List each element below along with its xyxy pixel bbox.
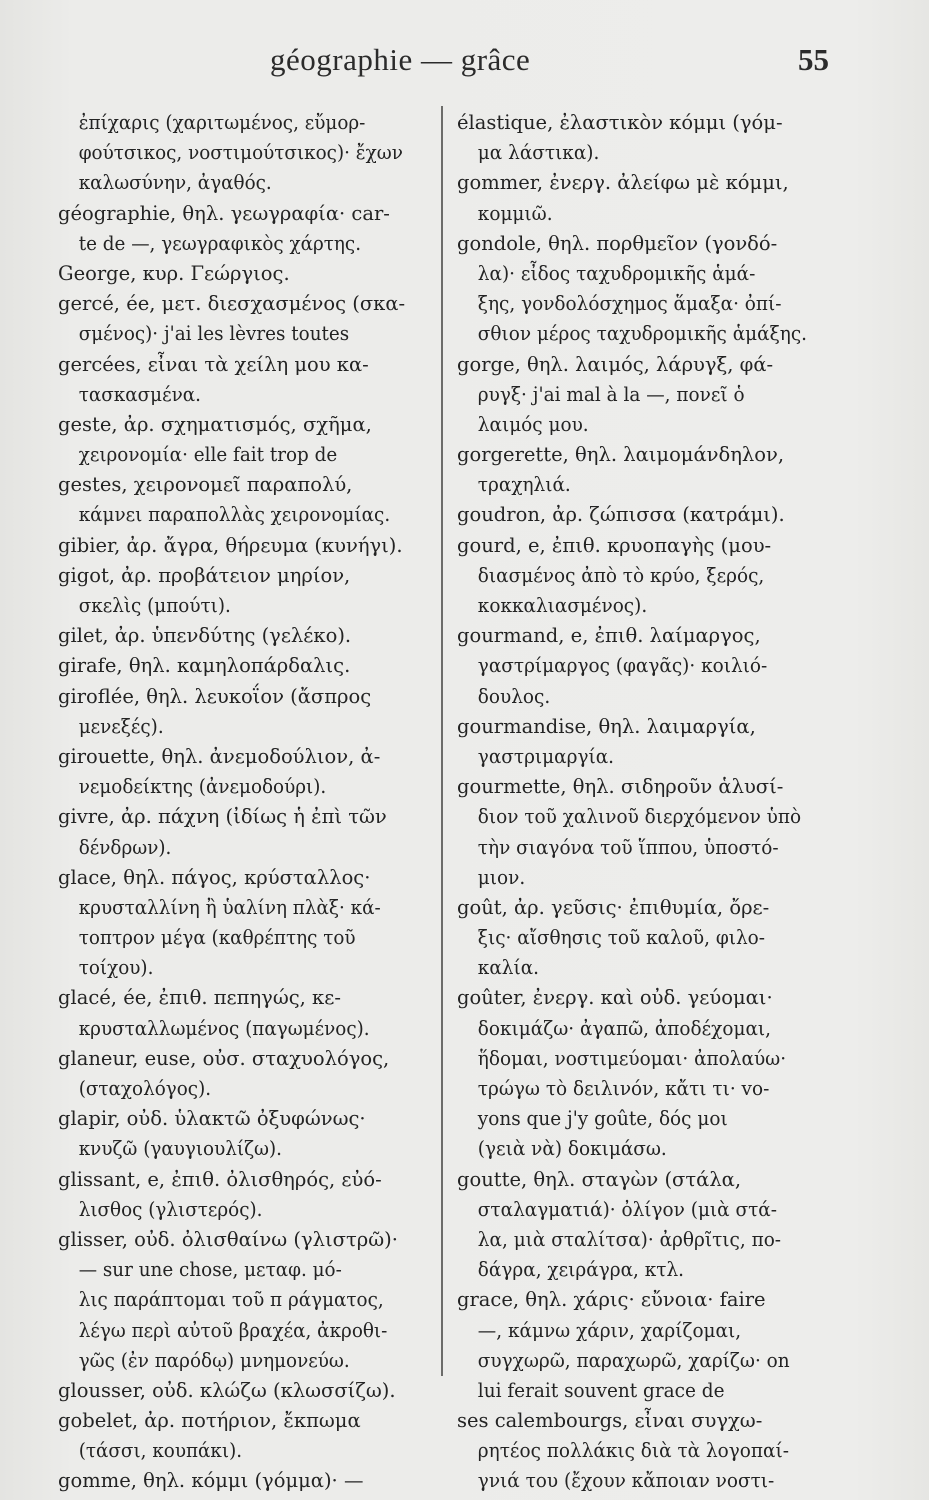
dictionary-line: κομμιῶ. [477,201,553,225]
dictionary-line: gibier, ἀρ. ἄγρα, θήρευμα (κυνήγι). [58,533,403,557]
dictionary-line: σταλαγματιά)· ὀλίγον (μιὰ στά- [477,1197,777,1221]
dictionary-line: gommer, ἐνεργ. ἀλείφω μὲ κόμμι, [457,171,789,195]
page-number: 55 [798,42,829,77]
dictionary-line: (τάσσι, κουπάκι). [78,1439,243,1463]
dictionary-line: glacé, ée, ἐπιθ. πεπηγώς, κε- [58,986,341,1010]
dictionary-line: νεμοδείκτης (ἀνεμοδούρι). [78,775,327,799]
dictionary-line: glisser, οὐδ. ὀλισθαίνω (γλιστρῶ)· [58,1227,398,1251]
dictionary-line: μενεξές). [78,714,164,738]
dictionary-line: goudron, ἀρ. ζώπισσα (κατράμι). [457,503,785,527]
dictionary-line: λα)· εἶδος ταχυδρομικῆς ἁμά- [477,261,756,285]
dictionary-line: ἥδομαι, νοστιμεύομαι· ἀπολαύω· [477,1046,787,1070]
dictionary-line: δοκιμάζω· ἀγαπῶ, ἀποδέχομαι, [477,1016,772,1040]
dictionary-line: gigot, ἀρ. προβάτειον μηρίον, [58,563,351,587]
dictionary-line: γνιά του (ἔχουν κἄποιαν νοστι- [477,1469,775,1493]
dictionary-line: givre, ἀρ. πάχνη (ἰδίως ἡ ἐπὶ τῶν [58,805,387,829]
dictionary-line: gercées, εἶναι τὰ χείλη μου κα- [58,352,369,376]
dictionary-line: gilet, ἀρ. ὑπενδύτης (γελέκο). [58,624,352,648]
dictionary-line: γῶς (ἐν παρόδῳ) μνημονεύω. [78,1348,350,1372]
dictionary-line: διον τοῦ χαλινοῦ διερχόμενον ὑπὸ [477,805,802,829]
dictionary-line: λισθος (γλιστερός). [78,1197,263,1221]
dictionary-line: φούτσικος, νοστιμούτσικος)· ἔχων [78,141,403,165]
dictionary-line: γαστριμαργία. [477,744,615,768]
dictionary-line: George, κυρ. Γεώργιος. [58,261,290,285]
dictionary-line: συγχωρῶ, παραχωρῶ, χαρίζω· on [477,1348,790,1372]
dictionary-line: ξης, γονδολόσχημος ἅμαξα· ὀπί- [477,292,782,316]
dictionary-line: λαιμός μου. [477,412,589,436]
dictionary-line: glousser, οὐδ. κλώζω (κλωσσίζω). [58,1378,396,1402]
dictionary-line: κρυσταλλωμένος (παγωμένος). [78,1016,370,1040]
dictionary-line: girouette, θηλ. ἀνεμοδούλιον, ἀ- [58,744,381,768]
dictionary-line: glissant, e, ἐπιθ. ὀλισθηρός, εὐό- [58,1167,382,1191]
dictionary-line: καλωσύνην, ἀγαθός. [78,171,272,195]
column-divider [441,106,443,1376]
dictionary-line: ξις· αἴσθησις τοῦ καλοῦ, φιλο- [477,926,766,950]
dictionary-line: δουλος. [477,684,551,708]
dictionary-line: κνυζῶ (γαυγιουλίζω). [78,1137,282,1161]
dictionary-line: λις παράπτομαι τοῦ π ράγματος, [78,1288,384,1312]
dictionary-line: μα λάστικα). [477,141,600,165]
dictionary-line: σθιον μέρος ταχυδρομικῆς ἁμάξης. [477,322,808,346]
dictionary-line: διασμένος ἀπὸ τὸ κρύο, ξερός, [477,563,765,587]
dictionary-line: — sur une chose, μεταφ. μό- [78,1258,342,1282]
dictionary-line: δάγρα, χειράγρα, κτλ. [477,1258,685,1282]
running-head: géographie — grâce [270,42,531,77]
dictionary-line: goutte, θηλ. σταγὼν (στάλα, [457,1167,742,1191]
dictionary-line: geste, ἀρ. σχηματισμός, σχῆμα, [58,412,372,436]
dictionary-line: lui ferait souvent grace de [477,1378,725,1402]
dictionary-line: σμένος)· j'ai les lèvres toutes [78,322,350,346]
dictionary-line: καλία. [477,956,540,980]
dictionary-line: yons que j'y goûte, δός μοι [477,1107,728,1131]
right-column [457,108,862,1497]
dictionary-line: τασκασμένα. [78,382,201,406]
dictionary-line: gourd, e, ἐπιθ. κρυοπαγὴς (μου- [457,533,772,557]
dictionary-line: ρυγξ· j'ai mal à la —, πονεῖ ὁ [477,382,745,406]
dictionary-line: glaneur, euse, οὐσ. σταχυολόγος, [58,1046,390,1070]
dictionary-line: gorge, θηλ. λαιμός, λάρυγξ, φά- [457,352,774,376]
dictionary-line: élastique, ἐλαστικὸν κόμμι (γόμ- [457,111,783,134]
dictionary-line: gomme, θηλ. κόμμι (γόμμα)· — [58,1469,364,1493]
dictionary-line: gorgerette, θηλ. λαιμομάνδηλον, [457,443,785,467]
dictionary-line: (γειὰ νὰ) δοκιμάσω. [477,1137,667,1161]
dictionary-line: gourmette, θηλ. σιδηροῦν ἁλυσί- [457,775,784,799]
dictionary-line: κοκκαλιασμένος). [477,594,648,617]
dictionary-line: gestes, χειρονομεῖ παραπολύ, [58,473,353,497]
dictionary-line: τοίχου). [78,956,154,980]
dictionary-line: τρώγω τὸ δειλινόν, κἄτι τι· vo- [477,1077,770,1100]
dictionary-line: χειρονομία· elle fait trop de [78,443,338,467]
dictionary-line: λα, μιὰ σταλίτσα)· ἀρθρῖτις, πο- [477,1227,782,1251]
dictionary-line: grace, θηλ. χάρις· εὔνοια· faire [457,1288,766,1312]
dictionary-line: gercé, ée, μετ. διεσχασμένος (σκα- [58,292,406,316]
dictionary-line: —, κάμνω χάριν, χαρίζομαι, [477,1318,742,1342]
dictionary-line: giroflée, θηλ. λευκοΐον (ἄσπρος [58,684,372,708]
dictionary-line: λέγω περὶ αὐτοῦ βραχέα, ἀκροθι- [78,1318,388,1342]
dictionary-line: σκελὶς (μπούτι). [78,594,231,617]
dictionary-line: glapir, οὐδ. ὑλακτῶ ὀξυφώνως· [58,1107,366,1131]
dictionary-line: ἐπίχαρις (χαριτωμένος, εὔμορ- [78,111,366,134]
dictionary-line: te de —, γεωγραφικὸς χάρτης. [78,231,362,255]
page-header [0,38,929,88]
dictionary-line: δένδρων). [78,835,172,859]
dictionary-line: goûter, ἐνεργ. καὶ οὐδ. γεύομαι· [457,986,773,1010]
dictionary-line: κάμνει παραπολλὰς χειρονομίας. [78,503,391,527]
dictionary-line: γαστρίμαργος (φαγᾶς)· κοιλιό- [477,654,768,678]
dictionary-line: gourmandise, θηλ. λαιμαργία, [457,714,756,738]
dictionary-line: ses calembourgs, εἶναι συγχω- [457,1409,763,1433]
dictionary-line: gondole, θηλ. πορθμεῖον (γονδό- [457,231,778,255]
dictionary-line: μιον. [477,865,526,889]
dictionary-line: goût, ἀρ. γεῦσις· ἐπιθυμία, ὄρε- [457,895,770,919]
dictionary-line: (σταχολόγος). [78,1077,212,1100]
dictionary-line: gourmand, e, ἐπιθ. λαίμαργος, [457,624,761,648]
dictionary-line: géographie, θηλ. γεωγραφία· car- [58,201,390,225]
left-column [58,108,430,1497]
dictionary-line: κρυσταλλίνη ἢ ὑαλίνη πλὰξ· κά- [78,895,381,919]
dictionary-line: τραχηλιά. [477,473,571,497]
dictionary-line: ρητέος πολλάκις διὰ τὰ λογοπαί- [477,1439,789,1463]
dictionary-line: τὴν σιαγόνα τοῦ ἵππου, ὑποστό- [477,835,779,859]
dictionary-line: girafe, θηλ. καμηλοπάρδαλις. [58,654,351,678]
dictionary-line: τοπτρον μέγα (καθρέπτης τοῦ [78,926,356,950]
dictionary-line: gobelet, ἀρ. ποτήριον, ἔκπωμα [58,1409,361,1433]
dictionary-line: glace, θηλ. πάγος, κρύσταλλος· [58,865,371,889]
